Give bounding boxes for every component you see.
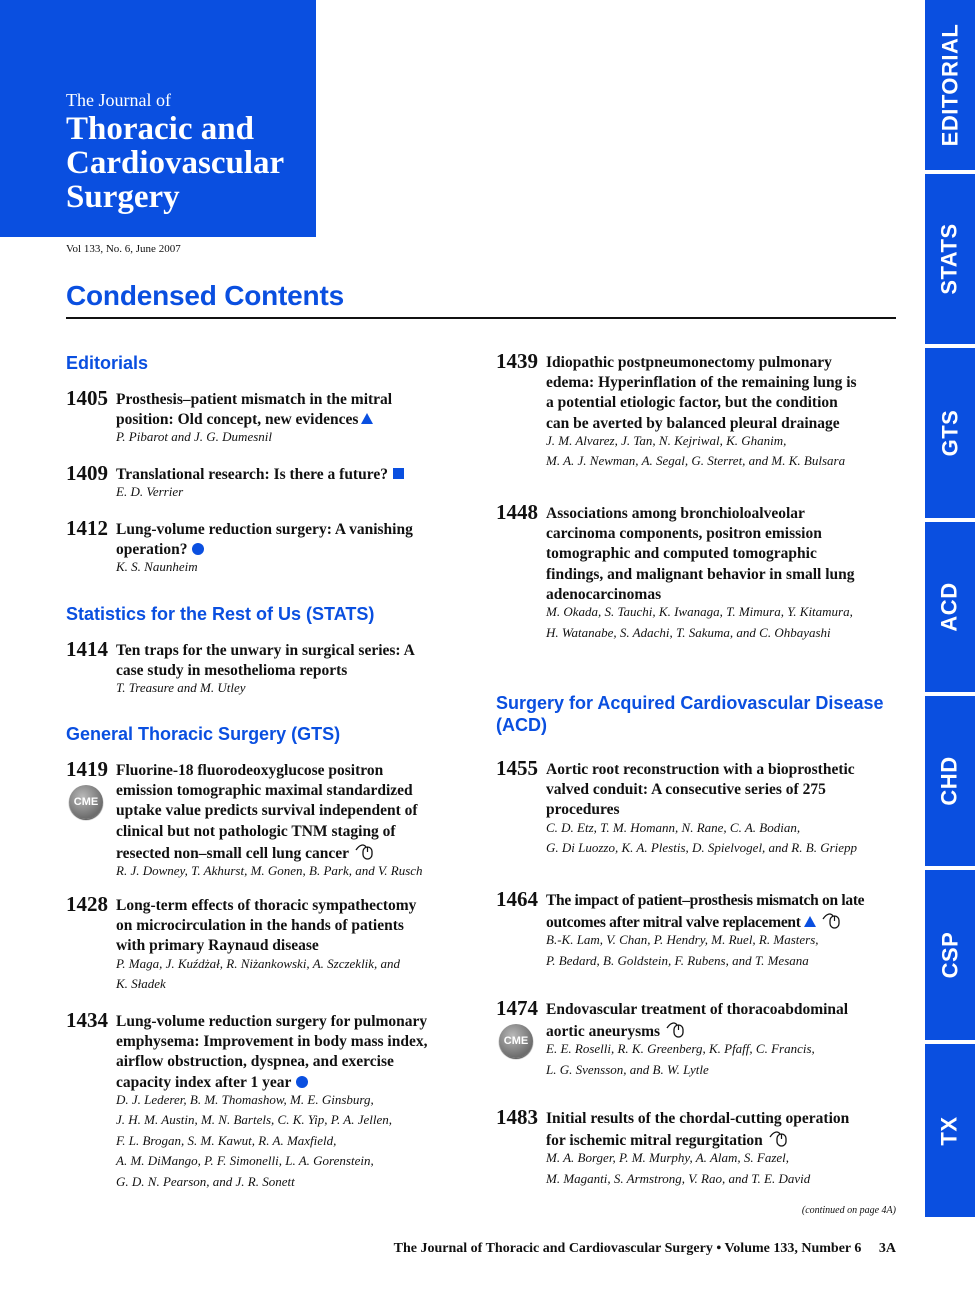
cme-badge-icon: CME [69, 785, 103, 819]
authors: K. Sładek [116, 976, 166, 992]
page-number: 1409 [66, 461, 108, 485]
authors: E. D. Verrier [116, 484, 184, 500]
section-tabs [925, 0, 975, 1217]
tab-label: ACD [936, 582, 962, 632]
title-line: with primary Raynaud disease [116, 937, 319, 955]
tab-acd[interactable] [925, 522, 975, 692]
title-line: case study in mesothelioma reports [116, 662, 348, 680]
authors: G. Di Luozzo, K. A. Plestis, D. Spielvogel, and R. B. Griepp [546, 840, 858, 856]
tab-csp[interactable] [925, 870, 975, 1040]
title-text: for ischemic mitral regurgitation [546, 1132, 763, 1150]
article-title[interactable] [116, 465, 468, 503]
article-title[interactable] [116, 761, 468, 882]
page-number: 1434 [66, 1008, 108, 1032]
triangle-icon [361, 413, 373, 424]
masthead-title-line: Surgery [66, 179, 180, 215]
authors: M. Maganti, S. Armstrong, V. Rao, and T. E. David [546, 1170, 811, 1186]
title-line: can be averted by balanced pleural drainage [546, 414, 840, 432]
issue-info: Vol 133, No. 6, June 2007 [66, 243, 181, 255]
mouse-icon [822, 911, 842, 929]
article-title[interactable] [116, 896, 468, 995]
circle-icon [192, 543, 204, 555]
masthead-title [66, 112, 284, 214]
article-title[interactable] [546, 504, 898, 643]
page-number: 1414 [66, 637, 108, 661]
title-line: Aortic root reconstruction with a bioprosthetic [546, 761, 855, 778]
title-text: outcomes after mitral valve replacement [546, 914, 801, 932]
title-line: tomographic and computed tomographic [546, 545, 817, 563]
tab-tx[interactable] [925, 1044, 975, 1217]
section-heading-acd [496, 692, 883, 736]
tab-chd[interactable] [925, 696, 975, 866]
page-number: 1455 [496, 756, 538, 780]
journal-masthead [0, 0, 316, 237]
title-line: Endovascular treatment of thoracoabdominal [546, 1001, 849, 1018]
authors: P. Bedard, B. Goldstein, F. Rubens, and T. Mesana [546, 952, 809, 968]
authors: L. G. Svensson, and B. W. Lytle [546, 1061, 709, 1077]
article-title[interactable] [546, 891, 900, 971]
page-footer: The Journal of Thoracic and Cardiovascular Surgery • Volume 133, Number 6 3A [393, 1241, 896, 1256]
authors: R. J. Downey, T. Akhurst, M. Gonen, B. Park, and V. Rusch [116, 863, 423, 879]
title-line: Prosthesis–patient mismatch in the mitral [116, 391, 393, 408]
page-number: 1419 [66, 757, 108, 781]
title-text: aortic aneurysms [546, 1023, 661, 1041]
article-title[interactable] [116, 520, 468, 578]
section-heading-editorials: Editorials [66, 353, 149, 373]
tab-label: CHD [936, 756, 962, 806]
title-line: Long-term effects of thoracic sympathectomy [116, 897, 417, 914]
authors: A. M. DiMango, P. F. Simonelli, L. A. Gorenstein, [116, 1153, 374, 1169]
page-number: 1412 [66, 516, 108, 540]
authors: P. Maga, J. Kuźdżał, R. Niżankowski, A. Szczeklik, and [116, 955, 401, 971]
authors: B.-K. Lam, V. Chan, P. Hendry, M. Ruel, R. Masters, [546, 932, 819, 948]
section-heading-line: (ACD) [496, 715, 547, 735]
title-line: Fluorine-18 fluorodeoxyglucose positron [116, 762, 384, 779]
title-line: emission tomographic maximal standardized [116, 782, 413, 800]
title-line: uptake value predicts survival independent of [116, 802, 418, 820]
title-line: a potential etiologic factor, but the condition [546, 394, 838, 412]
title-text: position: Old concept, new evidences [116, 411, 359, 429]
authors: H. Watanabe, S. Adachi, T. Sakuma, and C. Ohbayashi [546, 624, 831, 640]
tab-editorial[interactable] [925, 0, 975, 170]
title-line: procedures [546, 801, 620, 819]
section-heading-gts: General Thoracic Surgery (GTS) [66, 724, 341, 744]
tab-gts[interactable] [925, 348, 975, 518]
continued-note: (continued on page 4A) [801, 1205, 896, 1216]
page-number: 1483 [496, 1105, 538, 1129]
article-title[interactable] [546, 353, 898, 472]
masthead-title-line: Thoracic and [66, 111, 254, 147]
title-line: The impact of patient–prosthesis mismatch on late [546, 892, 865, 909]
title-text: capacity index after 1 year [116, 1073, 292, 1091]
title-line: Initial results of the chordal-cutting operation [546, 1110, 850, 1127]
title-line: adenocarcinomas [546, 585, 662, 603]
tab-label: EDITORIAL [937, 23, 962, 147]
page-number: 1464 [496, 887, 538, 911]
title-line: valved conduit: A consecutive series of 275 [546, 781, 826, 799]
authors: C. D. Etz, T. M. Homann, N. Rane, C. A. Bodian, [546, 819, 801, 835]
section-heading-stats: Statistics for the Rest of Us (STATS) [66, 604, 375, 624]
mouse-icon [355, 842, 375, 860]
tab-label: CSP [937, 931, 962, 979]
tab-label: GTS [936, 409, 962, 457]
title-line: findings, and malignant behavior in small lung [546, 565, 855, 583]
mouse-icon [666, 1020, 686, 1038]
masthead-title-line: Cardiovascular [66, 145, 285, 181]
authors: F. L. Brogan, S. M. Kawut, R. A. Maxfield, [116, 1132, 337, 1148]
title-line: Lung-volume reduction surgery: A vanishing [116, 521, 413, 538]
title-text: operation? [116, 541, 188, 559]
article-title[interactable] [546, 1000, 898, 1080]
title-line: Ten traps for the unwary in surgical series: A [116, 642, 415, 659]
authors: K. S. Naunheim [116, 559, 198, 575]
section-heading-line: Surgery for Acquired Cardiovascular Disease [496, 693, 884, 713]
authors: M. A. J. Newman, A. Segal, G. Sterret, and M. K. Bulsara [546, 453, 846, 469]
mouse-icon [769, 1129, 789, 1147]
title-divider [66, 317, 896, 319]
authors: G. D. N. Pearson, and J. R. Sonett [116, 1173, 295, 1189]
tab-label: STATS [937, 223, 963, 295]
title-text: resected non–small cell lung cancer [116, 844, 350, 862]
title-text: Translational research: Is there a future? [116, 466, 388, 483]
title-line: Lung-volume reduction surgery for pulmonary [116, 1013, 428, 1030]
title-line: on microcirculation in the hands of patients [116, 917, 404, 935]
title-line: emphysema: Improvement in body mass index, [116, 1033, 428, 1051]
page-number: 1474 [496, 996, 538, 1020]
article-title[interactable] [116, 641, 468, 699]
authors: J. M. Alvarez, J. Tan, N. Kejriwal, K. Ghanim, [546, 432, 787, 448]
title-line: Idiopathic postpneumonectomy pulmonary [546, 354, 832, 371]
title-line: edema: Hyperinflation of the remaining lung is [546, 374, 857, 392]
cme-badge-icon: CME [499, 1024, 533, 1058]
article-title[interactable] [116, 1012, 468, 1192]
triangle-icon [804, 916, 816, 927]
article-title[interactable] [116, 390, 468, 448]
page-number: 1448 [496, 500, 538, 524]
title-line: carcinoma components, positron emission [546, 525, 822, 543]
page-number: 1439 [496, 349, 538, 373]
title-line: clinical but not pathologic TNM staging of [116, 822, 396, 840]
masthead-subtitle: The Journal of [66, 90, 171, 110]
page-number: 1428 [66, 892, 108, 916]
title-line: Associations among bronchioloalveolar [546, 505, 805, 522]
article-title[interactable] [546, 760, 898, 859]
authors: M. A. Borger, P. M. Murphy, A. Alam, S. Fazel, [546, 1150, 790, 1166]
authors: D. J. Lederer, B. M. Thomashow, M. E. Ginsburg, [116, 1091, 374, 1107]
authors: J. H. M. Austin, M. N. Bartels, C. K. Yip, P. A. Jellen, [116, 1112, 393, 1128]
square-icon [393, 468, 404, 479]
authors: T. Treasure and M. Utley [116, 680, 246, 696]
authors: M. Okada, S. Tauchi, K. Iwanaga, T. Mimura, Y. Kitamura, [546, 604, 853, 620]
tab-stats[interactable] [925, 174, 975, 344]
authors: E. E. Roselli, R. K. Greenberg, K. Pfaff, C. Francis, [546, 1041, 815, 1057]
circle-icon [296, 1076, 308, 1088]
authors: P. Pibarot and J. G. Dumesnil [116, 429, 272, 445]
page-title: Condensed Contents [66, 280, 344, 311]
page-number: 1405 [66, 386, 108, 410]
tab-label: TX [937, 1115, 962, 1146]
article-title[interactable] [546, 1109, 898, 1189]
title-line: airflow obstruction, dyspnea, and exercise [116, 1053, 394, 1071]
